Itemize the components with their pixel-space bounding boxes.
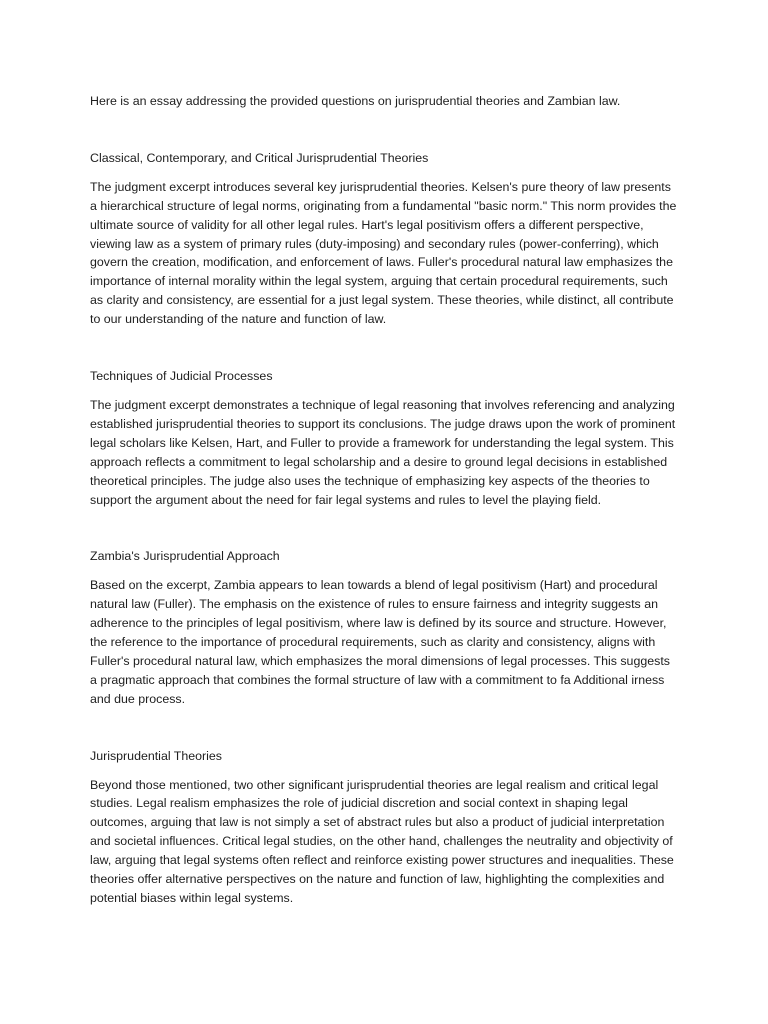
- section-paragraph: The judgment excerpt demonstrates a technique of legal reasoning that involves referencing and analyzing established jurisprudential theories to support its conclusions. The judge draws upon the work of prominent legal scholars like Kelsen, Hart, and Fuller to provide a framework for understanding the legal system. This approach reflects a commitment to legal scholarship and a desire to ground legal decisions in established theoretical principles. The judge also uses the technique of emphasizing key aspects of the theories to support the argument about the need for fair legal systems and rules to level the playing field.: [90, 397, 676, 507]
- section-heading: Techniques of Judicial Processes: [90, 369, 273, 384]
- section-heading: Zambia's Jurisprudential Approach: [90, 549, 280, 564]
- section-paragraph: Based on the excerpt, Zambia appears to lean towards a blend of legal positivism (Hart) and procedural natural law (Fuller). The emphasis on the existence of rules to ensure fairness and integrity suggests an adherence to the principles of legal positivism, where law is defined by its source and structure. However, the reference to the importance of procedural requirements, such as clarity and consistency, aligns with Fuller's procedural natural law, which emphasizes the moral dimensions of legal processes. This suggests a pragmatic approach that combines the formal structure of law with a commitment to fa Additional irness and due process.: [90, 578, 670, 706]
- section-heading: Jurisprudential Theories: [90, 748, 223, 763]
- section-heading: Classical, Contemporary, and Critical Jurisprudential Theories: [90, 150, 429, 165]
- section-judicial-techniques: [90, 367, 680, 509]
- section-theories: [90, 149, 680, 329]
- section-zambia-approach: [90, 547, 680, 708]
- section-paragraph: Beyond those mentioned, two other significant jurisprudential theories are legal realism and critical legal studies. Legal realism emphasizes the role of judicial discretion and social context in shaping legal outcomes, arguing that law is not simply a set of abstract rules but also a product of judicial interpretation and societal influences. Critical legal studies, on the other hand, challenges the neutrality and objectivity of law, arguing that legal systems often reflect and reinforce existing power structures and inequalities. These theories offer alternative perspectives on the nature and function of law, highlighting the complexities and potential biases within legal systems.: [90, 777, 674, 905]
- intro-paragraph: Here is an essay addressing the provided questions on jurisprudential theories and Zambian law.: [90, 94, 621, 108]
- document-body: [90, 92, 680, 946]
- section-jurisprudential-theories: [90, 747, 680, 908]
- section-paragraph: The judgment excerpt introduces several key jurisprudential theories. Kelsen's pure theory of law presents a hierarchical structure of legal norms, originating from a fundamental "basic norm." This norm provides the ultimate source of validity for all other legal rules. Hart's legal positivism offers a different perspective, viewing law as a system of primary rules (duty-imposing) and secondary rules (power-conferring), which govern the creation, modification, and enforcement of laws. Fuller's procedural natural law emphasizes the importance of internal morality within the legal system, arguing that certain procedural requirements, such as clarity and consistency, are essential for a just legal system. These theories, while distinct, all contribute to our understanding of the nature and function of law.: [90, 179, 677, 327]
